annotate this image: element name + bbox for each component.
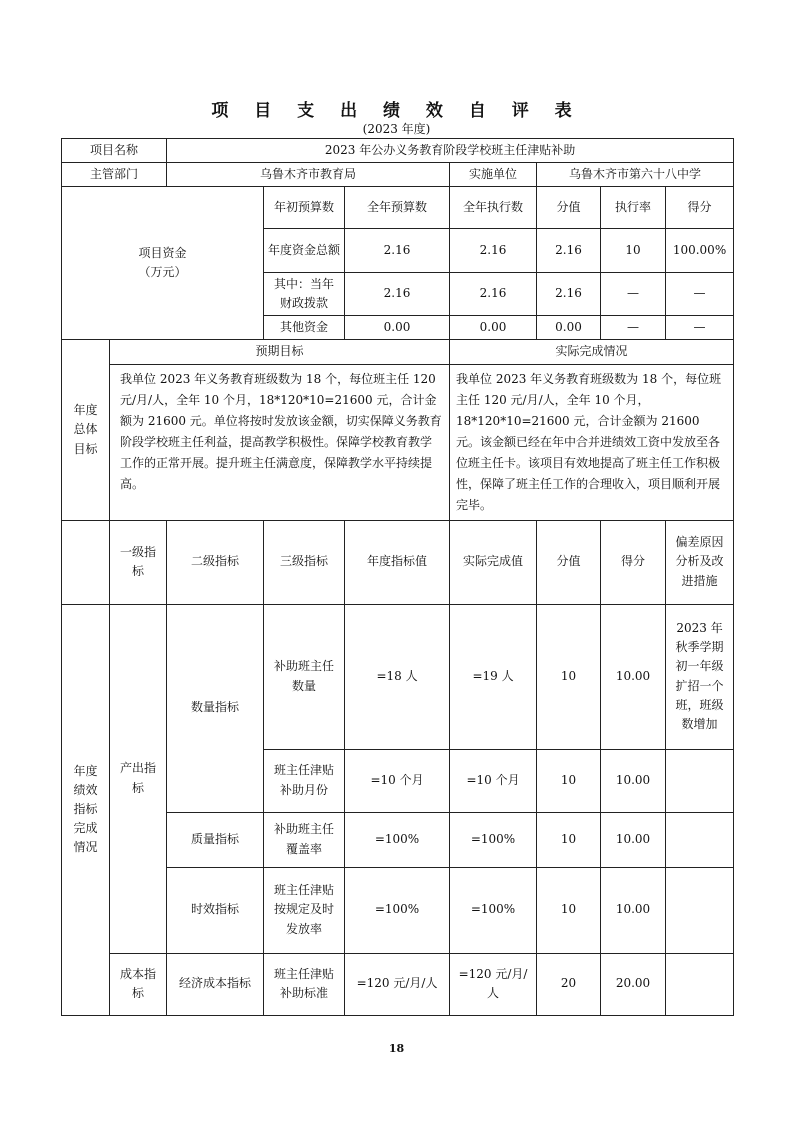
funds-label: 项目资金 （万元） <box>62 187 264 340</box>
indicator-header-cell: 年度指标值 <box>345 520 450 604</box>
funds-cell: — <box>601 316 666 340</box>
funds-header-cell: 年初预算数 <box>264 187 345 229</box>
funds-cell: 0.00 <box>537 316 601 340</box>
deviation-note <box>666 749 734 812</box>
actual-value: =10 个月 <box>450 749 537 812</box>
funds-header-cell: 分值 <box>537 187 601 229</box>
funds-cell: 2.16 <box>345 229 450 272</box>
level3-indicator: 班主任津贴补助月份 <box>264 749 345 812</box>
indicator-header-cell: 偏差原因分析及改进措施 <box>666 520 734 604</box>
actual-value: =100% <box>450 867 537 953</box>
indicator-header-row <box>62 520 734 604</box>
funds-cell: 2.16 <box>345 272 450 315</box>
score-value: 10 <box>537 604 601 749</box>
funds-cell: 10 <box>601 229 666 272</box>
funds-cell: 0.00 <box>450 316 537 340</box>
funds-cell: 2.16 <box>450 229 537 272</box>
indicator-header-cell: 一级指标 <box>110 520 167 604</box>
level1-indicator: 产出指标 <box>110 604 167 953</box>
funds-cell: — <box>666 272 734 315</box>
funds-cell: 2.16 <box>450 272 537 315</box>
funds-cell: — <box>666 316 734 340</box>
funds-row-label: 其中：当年财政拨款 <box>264 272 345 315</box>
actual-value: =120 元/月/人 <box>450 953 537 1015</box>
level2-indicator: 时效指标 <box>167 867 264 953</box>
indicator-header-cell: 实际完成值 <box>450 520 537 604</box>
indicator-row <box>62 953 734 1015</box>
target-value: =100% <box>345 867 450 953</box>
dept-value: 乌鲁木齐市教育局 <box>167 163 450 187</box>
department-row <box>62 163 734 187</box>
funds-header-cell: 得分 <box>666 187 734 229</box>
indicator-row <box>62 604 734 749</box>
funds-cell: 2.16 <box>537 229 601 272</box>
score: 10.00 <box>601 812 666 867</box>
expected-goal-header: 预期目标 <box>110 340 450 364</box>
goals-header-row <box>62 340 734 364</box>
funds-cell: 2.16 <box>537 272 601 315</box>
deviation-note <box>666 812 734 867</box>
level3-indicator: 补助班主任数量 <box>264 604 345 749</box>
score-value: 10 <box>537 749 601 812</box>
goals-label: 年度总体目标 <box>62 340 110 520</box>
score-value: 20 <box>537 953 601 1015</box>
self-evaluation-table <box>61 138 734 1016</box>
expected-goal-text: 我单位 2023 年义务教育班级数为 18 个，每位班主任 120 元/月/人，全年 10 个月，18*120*10=21600 元，合计金额为 21600 元。单位将按时发放该金额，切实保障义务教育阶段学校班主任利益，提高教学积极性。保障学校教育教学工作的正常开展。提升班主任满意度，保障教学水平持续提高。 <box>110 364 450 520</box>
indicators-section-label: 年度绩效指标完成情况 <box>62 604 110 1015</box>
indicator-header-cell: 得分 <box>601 520 666 604</box>
level2-indicator: 经济成本指标 <box>167 953 264 1015</box>
score-value: 10 <box>537 812 601 867</box>
level3-indicator: 班主任津贴按规定及时发放率 <box>264 867 345 953</box>
page-subtitle: (2023 年度) <box>362 122 431 136</box>
indicator-header-cell: 三级指标 <box>264 520 345 604</box>
target-value: =10 个月 <box>345 749 450 812</box>
project-name-row <box>62 139 734 163</box>
actual-result-text: 我单位 2023 年义务教育班级数为 18 个，每位班主任 120 元/月/人，全年 10 个月，18*120*10=21600 元，合计金额为 21600 元。该金额已经在年中合并进绩效工资中发放至各位班主任卡。该项目有效地提高了班主任工作积极性，保障了班主任工作的合理收入，项目顺利开展完毕。 <box>450 364 734 520</box>
score: 10.00 <box>601 749 666 812</box>
actual-value: =100% <box>450 812 537 867</box>
funds-row-label: 年度资金总额 <box>264 229 345 272</box>
target-value: =120 元/月/人 <box>345 953 450 1015</box>
level2-indicator: 质量指标 <box>167 812 264 867</box>
indicator-header-cell: 二级指标 <box>167 520 264 604</box>
level2-indicator: 数量指标 <box>167 604 264 812</box>
funds-header-cell: 全年执行数 <box>450 187 537 229</box>
funds-cell: 0.00 <box>345 316 450 340</box>
project-name-value: 2023 年公办义务教育阶段学校班主任津贴补助 <box>167 139 734 163</box>
deviation-note <box>666 867 734 953</box>
dept-label: 主管部门 <box>62 163 167 187</box>
score: 20.00 <box>601 953 666 1015</box>
score-value: 10 <box>537 867 601 953</box>
level3-indicator: 补助班主任覆盖率 <box>264 812 345 867</box>
target-value: =18 人 <box>345 604 450 749</box>
funds-cell: — <box>601 272 666 315</box>
impl-label: 实施单位 <box>450 163 537 187</box>
deviation-note <box>666 953 734 1015</box>
page-title: 项 目 支 出 绩 效 自 评 表 <box>211 101 582 121</box>
target-value: =100% <box>345 812 450 867</box>
level3-indicator: 班主任津贴补助标准 <box>264 953 345 1015</box>
indicator-header-cell: 分值 <box>537 520 601 604</box>
level1-indicator: 成本指标 <box>110 953 167 1015</box>
funds-row-label: 其他资金 <box>264 316 345 340</box>
project-name-label: 项目名称 <box>62 139 167 163</box>
page-number: 18 <box>388 1042 405 1055</box>
funds-header-cell: 全年预算数 <box>345 187 450 229</box>
funds-header-cell: 执行率 <box>601 187 666 229</box>
score: 10.00 <box>601 604 666 749</box>
funds-cell: 100.00% <box>666 229 734 272</box>
indicator-header-blank <box>62 520 110 604</box>
score: 10.00 <box>601 867 666 953</box>
deviation-note: 2023 年秋季学期初一年级扩招一个班，班级数增加 <box>666 604 734 749</box>
actual-value: =19 人 <box>450 604 537 749</box>
actual-result-header: 实际完成情况 <box>450 340 734 364</box>
impl-value: 乌鲁木齐市第六十八中学 <box>537 163 734 187</box>
funds-header-row <box>62 187 734 229</box>
goals-content-row <box>62 364 734 520</box>
